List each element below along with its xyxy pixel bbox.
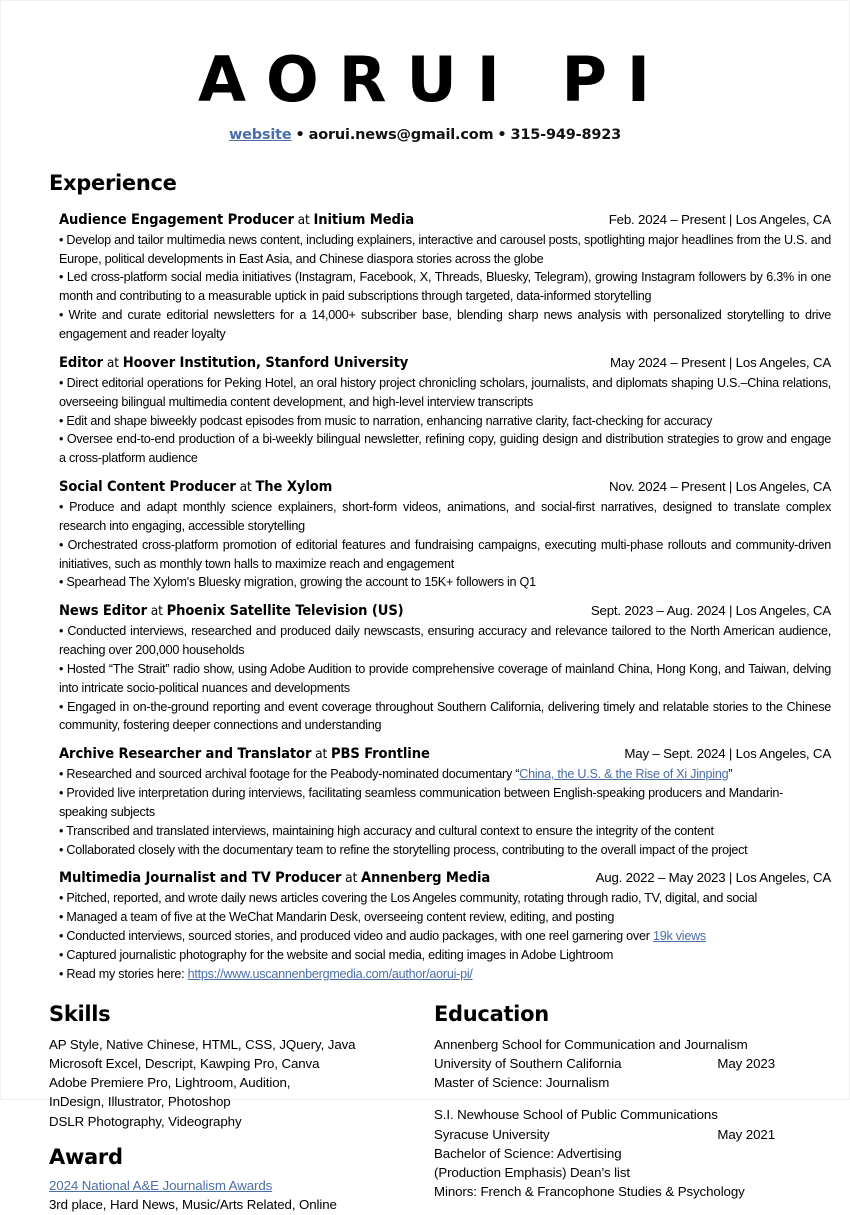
phone-text: 315-949-8923 <box>510 127 622 143</box>
role-title: Editor <box>59 354 104 372</box>
role-at-word: at <box>103 355 123 372</box>
bullet-item: • Edit and shape biweekly podcast episodes from music to narration, enhancing narrative clarity, fact-checking for accuracy <box>59 413 713 428</box>
bullet-link[interactable]: China, the U.S. & the Rise of Xi Jinping <box>519 767 729 782</box>
bullet-list <box>59 889 831 983</box>
experience-entry <box>59 744 831 859</box>
email-text: aorui.news@gmail.com <box>308 127 494 143</box>
role-at-word: at <box>341 870 362 887</box>
bullet-text: • Managed a team of five at the WeChat Mandarin Desk, overseeing content review, editing, and posting <box>59 910 615 925</box>
bullet-item <box>59 822 831 841</box>
bullet-item <box>59 927 831 946</box>
bullet-link[interactable]: 19k views <box>652 928 706 943</box>
bullet-item: • Spearhead The Xylom's Bluesky migration, growing the account to 15K+ followers in Q1 <box>59 575 536 590</box>
bullet-item: • Engaged in on-the-ground reporting and event coverage throughout Southern California, delivering timely and relatable stories to the Chinese community, fostering deeper connections and understanding <box>59 699 831 733</box>
education-school: Annenberg School for Communication and Journalism <box>434 1036 748 1052</box>
education-date: May 2023 <box>717 1055 775 1071</box>
contact-separator-1: • <box>295 127 305 143</box>
bullet-item: • Oversee end-to-end production of a bi-weekly bilingual newsletter, refining copy, guiding design and distribution strategies to grow and engage a cross-platform audience <box>59 432 831 466</box>
right-column <box>434 1002 811 1215</box>
experience-dates-location: May 2024 – Present | Los Angeles, CA <box>610 355 831 371</box>
experience-headline <box>59 210 831 230</box>
experience-entry <box>59 353 831 468</box>
left-column <box>49 1002 434 1215</box>
role-title: News Editor <box>59 602 147 620</box>
award-block <box>49 1176 434 1215</box>
bullet-item <box>59 784 831 822</box>
experience-entry-list <box>59 210 831 984</box>
bullet-text-tail: ” <box>728 767 733 782</box>
contact-separator-2: • <box>497 127 507 143</box>
award-link-line <box>49 1176 434 1195</box>
role-title: Audience Engagement Producer <box>59 211 294 228</box>
experience-headline <box>59 353 831 373</box>
education-school: S.I. Newhouse School of Public Communications <box>434 1107 718 1123</box>
role-title: Archive Researcher and Translator <box>59 745 312 763</box>
experience-heading: Experience <box>49 171 177 195</box>
bullet-item: • Led cross-platform social media initiatives (Instagram, Facebook, X, Threads, Bluesky, Telegram), growing Instagram followers by 6.3% in one month and contributing to a measurable uptick in paid subscriptions through targeted, data-informed storytelling <box>59 270 831 304</box>
experience-dates-location: Aug. 2022 – May 2023 | Los Angeles, CA <box>595 870 831 886</box>
experience-headline <box>59 477 831 497</box>
education-detail: (Production Emphasis) Dean’s list <box>434 1165 630 1181</box>
bullet-text: • Researched and sourced archival footage for the Peabody-nominated documentary “ <box>59 767 520 782</box>
bullet-list <box>59 765 831 859</box>
role-title: Social Content Producer <box>59 478 236 496</box>
skill-line: DSLR Photography, Videography <box>49 1113 242 1129</box>
bullet-item: • Produce and adapt monthly science explainers, short-form videos, animations, and social-first narratives, designed to translate complex research into engaging, accessible storytelling <box>59 499 831 533</box>
bullet-text: • Provided live interpretation during interviews, facilitating seamless communication between English-speaking producers and Mandarin-speaking subjects <box>59 785 784 819</box>
bullet-item <box>59 765 831 784</box>
bullet-text: • Transcribed and translated interviews, maintaining high accuracy and cultural context to ensure the integrity of the content <box>59 823 714 838</box>
bullet-text: • Pitched, reported, and wrote daily news articles covering the Los Angeles community, rotating through radio, TV, digital, and social <box>59 891 758 906</box>
experience-headline <box>59 744 831 764</box>
role-at-word: at <box>293 212 314 228</box>
company-name: Hoover Institution, Stanford University <box>122 354 409 372</box>
education-date: May 2021 <box>717 1126 775 1142</box>
education-list <box>434 1035 811 1202</box>
education-university-row <box>434 1054 811 1073</box>
page-title: AORUI PI <box>198 43 670 116</box>
bullet-list <box>59 498 831 592</box>
company-name: Phoenix Satellite Television (US) <box>166 602 404 620</box>
bullet-item: • Orchestrated cross-platform promotion of editorial features and fundraising campaigns, executing multi-phase rollouts and community-driven initiatives, such as monthly town halls to maximize reach and engagement <box>59 537 831 571</box>
bullet-item <box>59 946 831 965</box>
experience-section <box>49 171 849 984</box>
bullet-item <box>59 965 831 984</box>
role-at-word: at <box>311 746 331 763</box>
skills-list <box>49 1035 434 1131</box>
experience-entry <box>59 210 831 344</box>
bullet-item <box>59 889 831 908</box>
bullet-text: • Read my stories here: <box>59 966 188 981</box>
contact-line <box>1 127 849 143</box>
bullet-item: • Develop and tailor multimedia news content, including explainers, interactive and carousel posts, spotlighting major headlines from the U.S. and Europe, political developments in East Asia, and Chinese diaspora stories across the globe <box>59 232 831 266</box>
experience-dates-location: Feb. 2024 – Present | Los Angeles, CA <box>608 212 831 227</box>
bullet-text: • Collaborated closely with the documentary team to refine the storytelling process, contributing to the overall impact of the project <box>59 842 748 857</box>
experience-role-company <box>59 744 430 764</box>
bullet-text: • Conducted interviews, sourced stories, and produced video and audio packages, with one reel garnering over <box>59 928 653 943</box>
education-detail: Master of Science: Journalism <box>434 1075 610 1091</box>
experience-headline <box>59 601 831 621</box>
education-detail: Bachelor of Science: Advertising <box>434 1145 622 1161</box>
bullet-list <box>59 231 831 344</box>
experience-headline <box>59 868 831 888</box>
education-university-row <box>434 1125 811 1144</box>
bullet-item: • Write and curate editorial newsletters for a 14,000+ subscriber base, blending sharp news analysis with personalized storytelling to drive engagement and reader loyalty <box>59 308 831 342</box>
education-university: University of Southern California <box>434 1055 622 1071</box>
header-block <box>1 1 849 143</box>
bullet-item: • Hosted “The Strait” radio show, using Adobe Audition to provide comprehensive coverage of mainland China, Hong Kong, and Taiwan, delving into intricate socio-political nuances and developments <box>59 661 831 695</box>
bullet-item <box>59 841 831 860</box>
award-detail: 3rd place, Hard News, Music/Arts Related, Online <box>49 1197 337 1213</box>
skills-heading: Skills <box>49 1001 111 1026</box>
company-name: PBS Frontline <box>330 745 430 763</box>
experience-dates-location: May – Sept. 2024 | Los Angeles, CA <box>624 746 831 762</box>
education-heading: Education <box>434 1001 549 1026</box>
education-entry <box>434 1105 811 1201</box>
award-link[interactable]: 2024 National A&E Journalism Awards <box>49 1177 273 1193</box>
company-name: Annenberg Media <box>361 869 491 887</box>
education-university: Syracuse University <box>434 1126 550 1142</box>
experience-role-company <box>59 868 490 888</box>
skill-line: InDesign, Illustrator, Photoshop <box>49 1094 231 1110</box>
award-heading: Award <box>49 1144 123 1169</box>
bullet-item: • Conducted interviews, researched and produced daily newscasts, ensuring accuracy and relevance tailored to the North American audience, reaching over 200,000 households <box>59 624 831 657</box>
experience-role-company <box>59 353 408 373</box>
experience-entry <box>59 868 831 983</box>
website-link[interactable]: website <box>228 127 292 143</box>
bullet-link[interactable]: https://www.uscannenbergmedia.com/author/aorui-pi/ <box>187 966 473 981</box>
experience-role-company <box>59 210 414 230</box>
bullet-item: • Direct editorial operations for Peking Hotel, an oral history project chronicling scholars, journalists, and diplomats shaping U.S.–China relations, overseeing bilingual multimedia content development, and high-level interview transcripts <box>59 375 831 409</box>
company-name: The Xylom <box>255 478 333 496</box>
role-title: Multimedia Journalist and TV Producer <box>59 869 342 887</box>
education-entry <box>434 1035 811 1093</box>
bullet-list <box>59 374 831 468</box>
experience-dates-location: Nov. 2024 – Present | Los Angeles, CA <box>609 479 831 495</box>
lower-columns <box>49 1002 811 1215</box>
skill-line: Adobe Premiere Pro, Lightroom, Audition, <box>49 1075 291 1091</box>
experience-role-company <box>59 477 332 497</box>
experience-entry <box>59 477 831 592</box>
role-at-word: at <box>235 479 256 496</box>
experience-dates-location: Sept. 2023 – Aug. 2024 | Los Angeles, CA <box>590 603 831 619</box>
company-name: Initium Media <box>313 211 415 228</box>
role-at-word: at <box>146 603 167 620</box>
skill-line: AP Style, Native Chinese, HTML, CSS, JQuery, Java <box>49 1036 356 1052</box>
bullet-text: • Captured journalistic photography for the website and social media, editing images in Adobe Lightroom <box>59 947 614 962</box>
experience-entry <box>59 601 831 735</box>
education-detail: Minors: French & Francophone Studies & Psychology <box>434 1184 745 1200</box>
bullet-list <box>59 622 831 735</box>
skill-line: Microsoft Excel, Descript, Kawping Pro, Canva <box>49 1055 320 1071</box>
bullet-item <box>59 908 831 927</box>
experience-role-company <box>59 601 404 621</box>
